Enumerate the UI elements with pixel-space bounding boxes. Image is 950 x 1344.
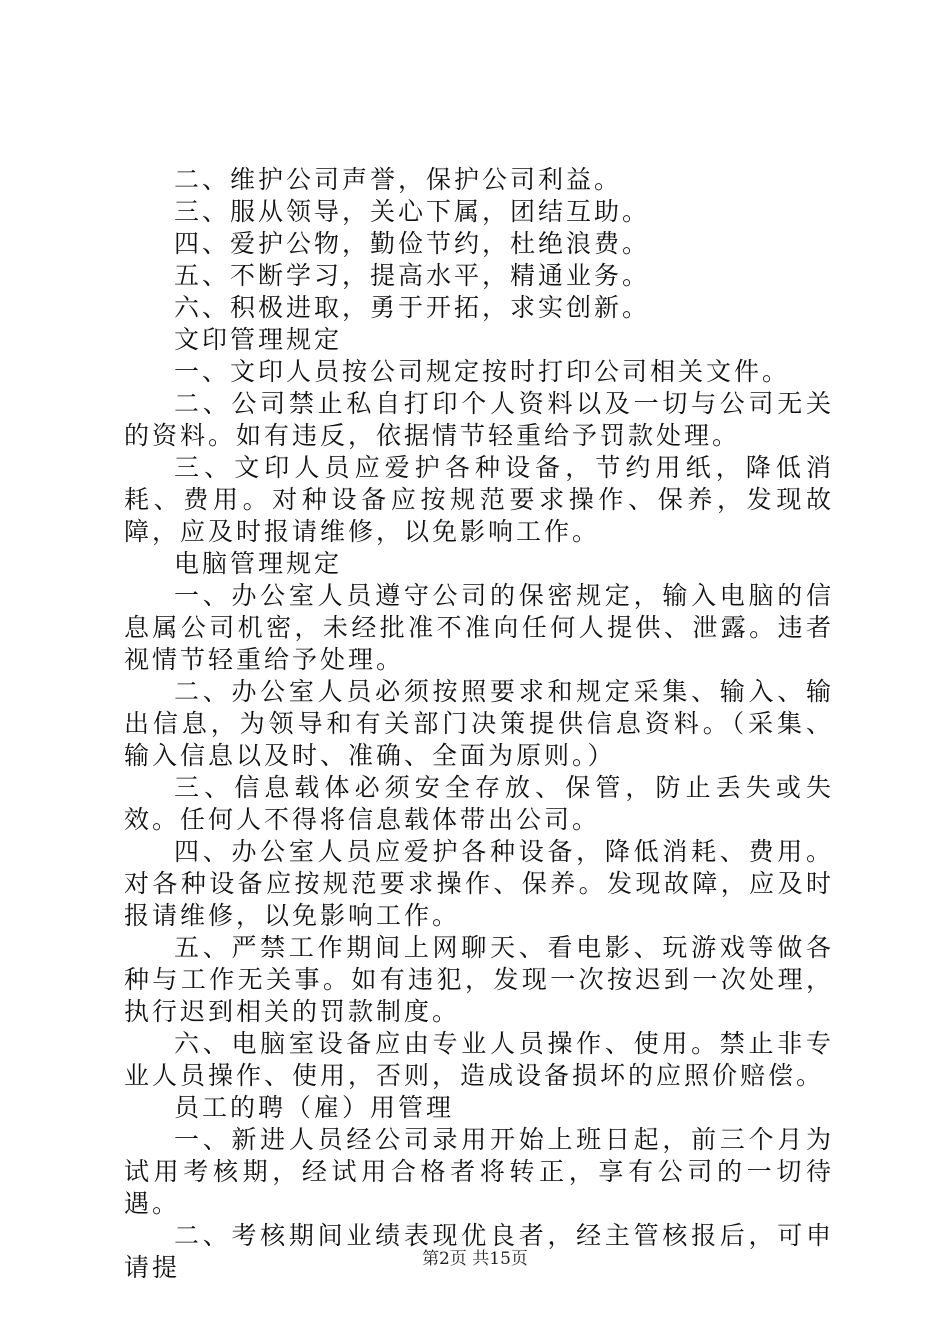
paragraph: 二、考核期间业绩表现优良者，经主管核报后，可申请提 (124, 1221, 834, 1282)
paragraph: 二、办公室人员必须按照要求和规定采集、输入、输出信息，为领导和有关部门决策提供信息资料。（采集、输入信息以及时、准确、全面为原则。） (124, 677, 834, 770)
paragraph: 六、电脑室设备应由专业人员操作、使用。禁止非专业人员操作、使用，否则，造成设备损坏的应照价赔偿。 (124, 1029, 834, 1090)
paragraph: 员工的聘（雇）用管理 (174, 1093, 455, 1122)
paragraph: 六、积极进取，勇于开拓，求实创新。 (174, 293, 651, 322)
paragraph: 电脑管理规定 (174, 549, 343, 578)
paragraph: 二、公司禁止私自打印个人资料以及一切与公司无关的资料。如有违反，依据情节轻重给予罚款处理。 (124, 389, 834, 450)
paragraph: 三、服从领导，关心下属，团结互助。 (174, 197, 651, 226)
page-footer: 第2页 共15页 (422, 1249, 528, 1269)
paragraph: 文印管理规定 (174, 325, 343, 354)
paragraph: 四、爱护公物，勤俭节约，杜绝浪费。 (174, 229, 651, 258)
paragraph: 一、新进人员经公司录用开始上班日起，前三个月为试用考核期，经试用合格者将转正，享有公司的一切待遇。 (124, 1125, 834, 1218)
paragraph: 一、办公室人员遵守公司的保密规定，输入电脑的信息属公司机密，未经批准不准向任何人提供、泄露。违者视情节轻重给予处理。 (124, 581, 834, 674)
paragraph: 五、不断学习，提高水平，精通业务。 (174, 261, 651, 290)
paragraph: 一、文印人员按公司规定按时打印公司相关文件。 (174, 357, 791, 386)
document-body (124, 164, 834, 1284)
paragraph: 二、维护公司声誉，保护公司利益。 (174, 165, 623, 194)
paragraph: 四、办公室人员应爱护各种设备，降低消耗、费用。对各种设备应按规范要求操作、保养。发现故障，应及时报请维修，以免影响工作。 (124, 837, 834, 930)
paragraph: 三、文印人员应爱护各种设备，节约用纸，降低消耗、费用。对种设备应按规范要求操作、保养，发现故障，应及时报请维修，以免影响工作。 (124, 453, 834, 546)
paragraph: 五、严禁工作期间上网聊天、看电影、玩游戏等做各种与工作无关事。如有违犯，发现一次按迟到一次处理，执行迟到相关的罚款制度。 (124, 933, 834, 1026)
paragraph: 三、信息载体必须安全存放、保管，防止丢失或失效。任何人不得将信息载体带出公司。 (124, 773, 834, 834)
